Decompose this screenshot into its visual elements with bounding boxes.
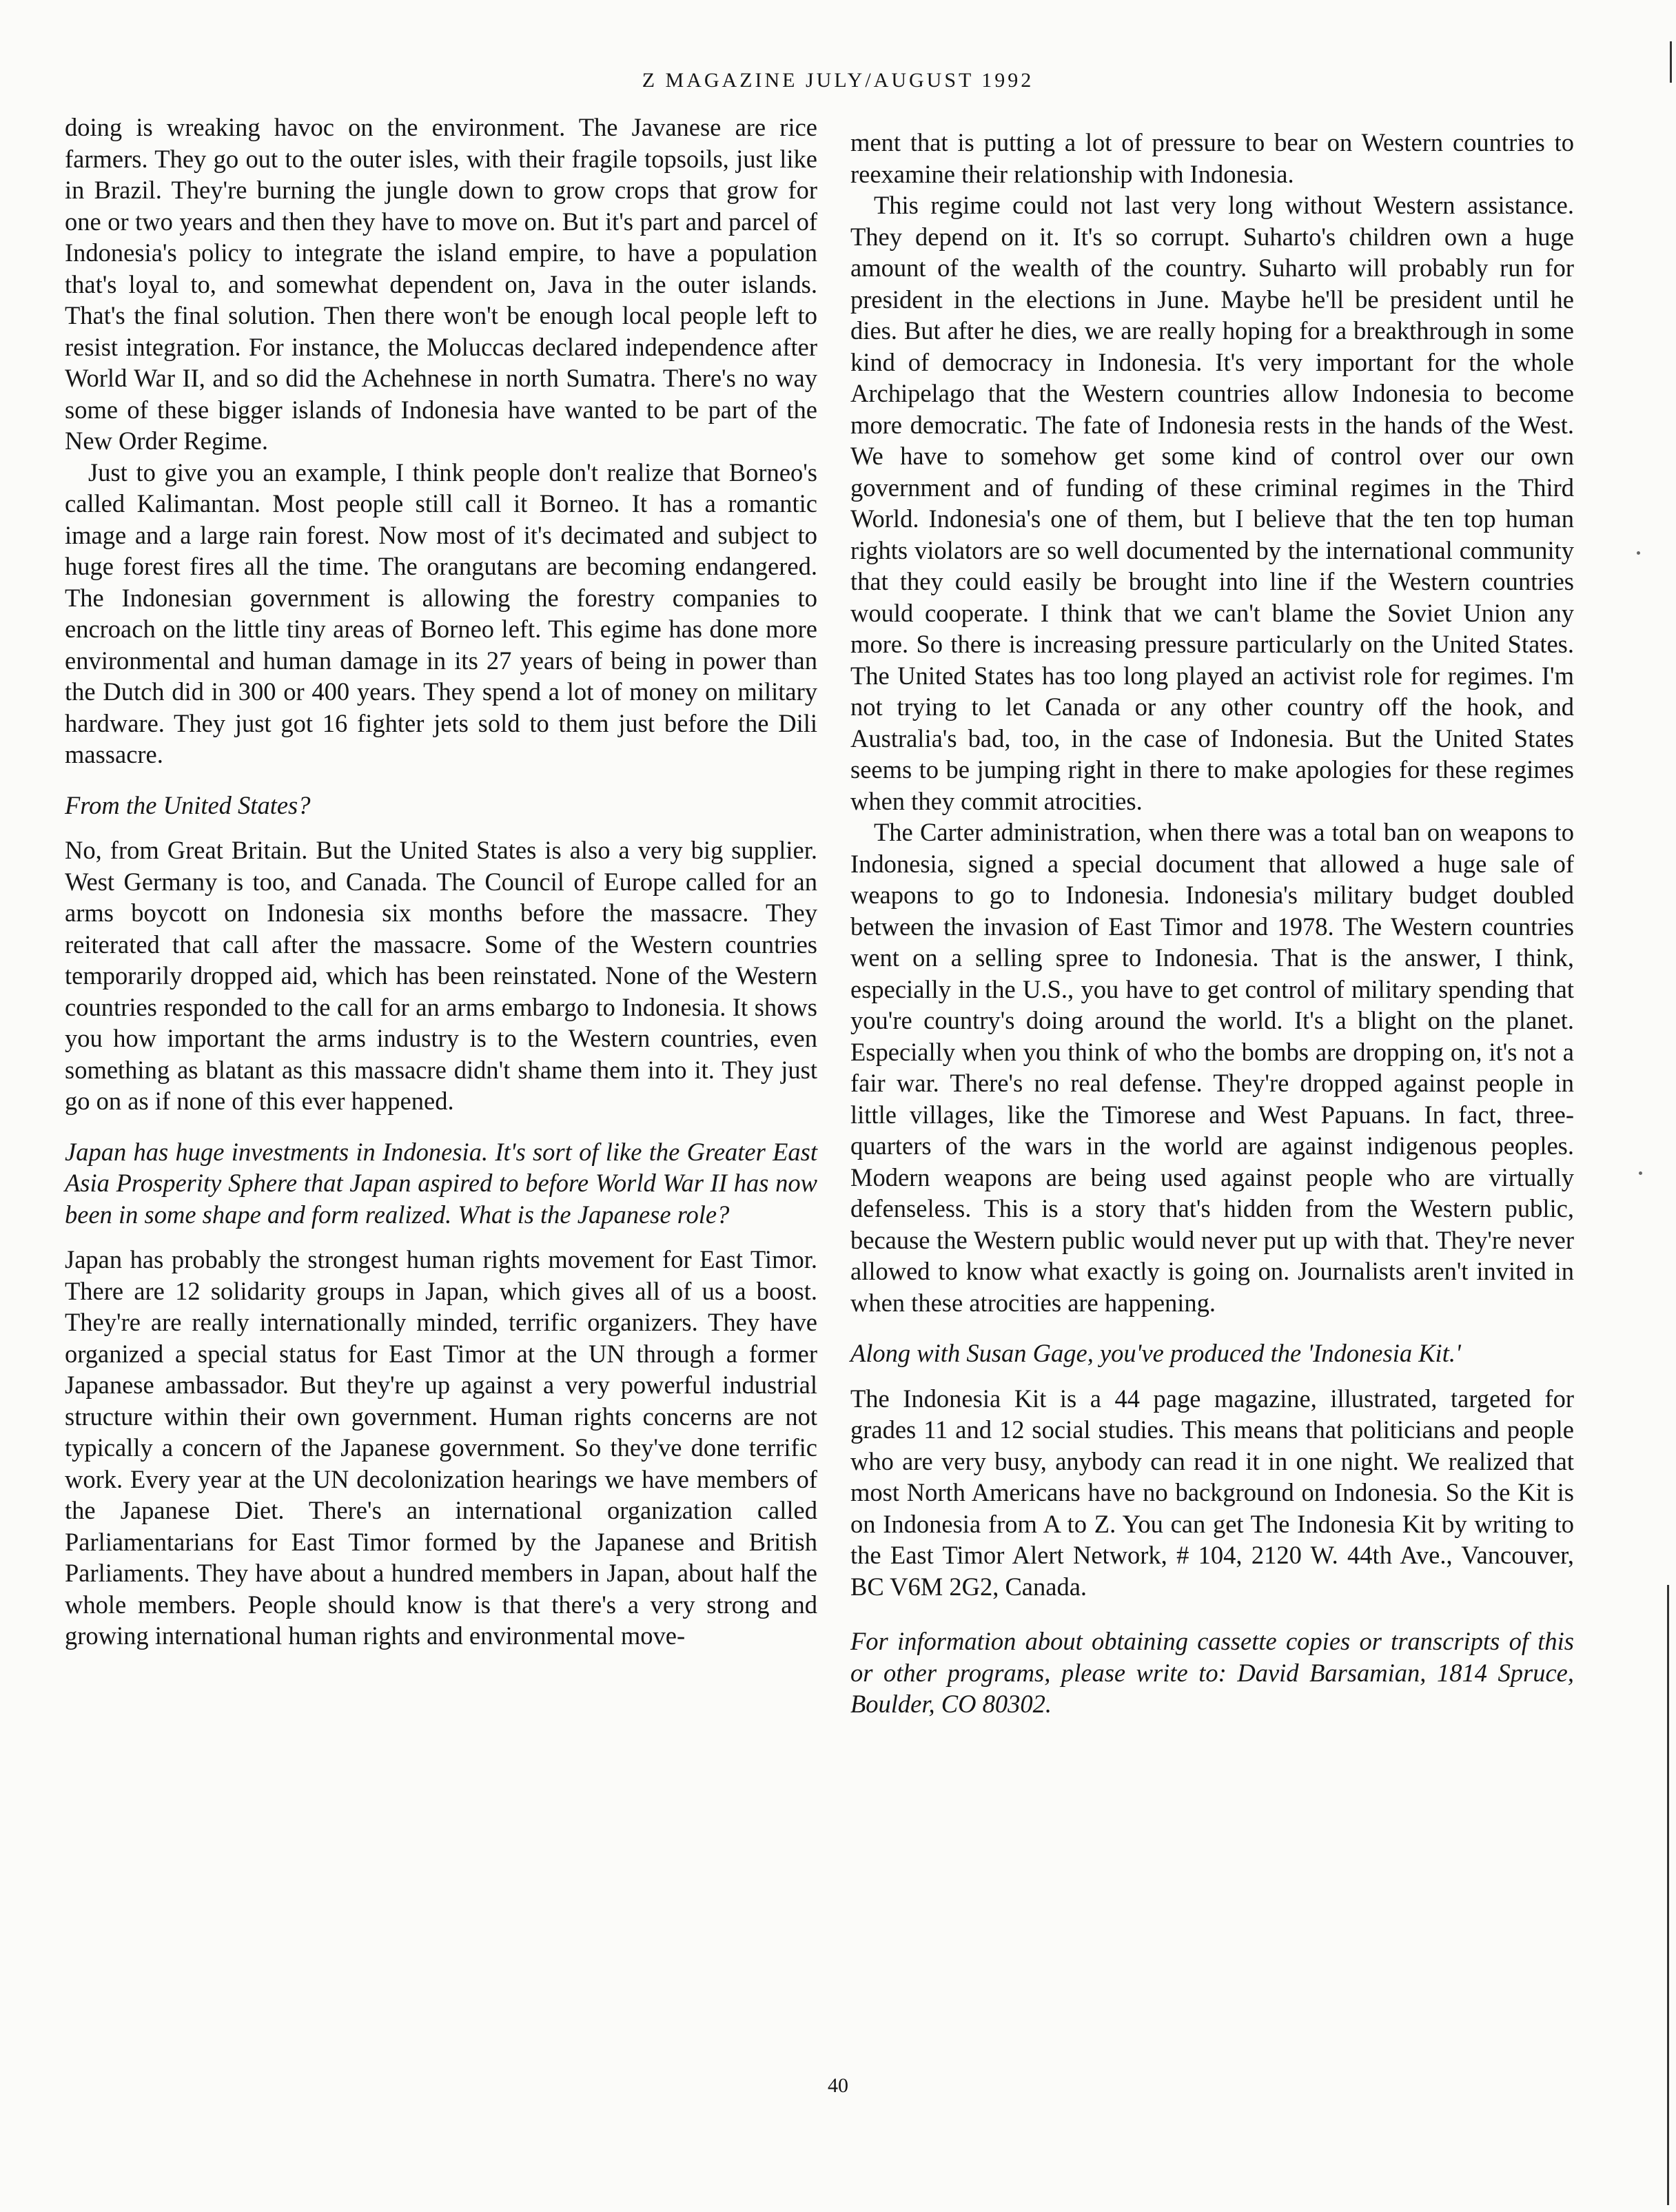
interview-question: From the United States? [65,790,311,819]
paragraph: The Carter administration, when there was a total ban on weapons to Indonesia, signed a special document that allowed a huge sale of weapons to go to Indonesia. Indonesia's military budget doubled between the invasion of East Timor and 1978. The Western countries went on a selling spree to Indonesia. That is the answer, I think, especially in the U.S., you have to get control of military spending that you're country's doing around the world. It's a blight on the planet. Especially when you think of who the bombs are dropping on, it's not a fair war. There's no real defense. They're dropped against people in little villages, like the Timorese and West Papuans. In fact, three-quarters of the wars in the world are against indigenous peoples. Modern weapons are being used against people who are virtually defenseless. This is a story that's hidden from the Western public, because the Western public would never put up with that. They're never allowed to know what exactly is going on. Journalists aren't invited in when these atrocities are happening. [850,818,1574,1317]
right-column [850,127,1574,1720]
scan-edge-mark [1670,41,1672,83]
running-header: Z MAGAZINE JULY/AUGUST 1992 [642,69,1034,92]
paragraph: The Indonesia Kit is a 44 page magazine, illustrated, targeted for grades 11 and 12 social studies. This means that politicians and people who are very busy, anybody can read it in one night. We realized that most North Americans have no background on Indonesia. So the Kit is on Indonesia from A to Z. You can get The Indonesia Kit by writing to the East Timor Alert Network, # 104, 2120 W. 44th Ave., Vancouver, BC V6M 2G2, Canada. [850,1384,1574,1601]
contact-note: For information about obtaining cassette copies or transcripts of this or other programs, please write to: David Barsamian, 1814 Spruce, Boulder, CO 80302. [850,1627,1574,1718]
scan-speck [1639,1171,1642,1175]
scan-speck [1637,551,1640,555]
paragraph: ment that is putting a lot of pressure to bear on Western countries to reexamine their relationship with Indonesia. [850,128,1574,188]
page-number: 40 [828,2074,848,2097]
interview-question: Japan has huge investments in Indonesia. It's sort of like the Greater East Asia Prosperity Sphere that Japan aspired to before World War II has now been in some shape and form realized. What is the Japanese role? [65,1137,817,1229]
left-column [65,112,817,1652]
interview-question: Along with Susan Gage, you've produced the 'Indonesia Kit.' [850,1339,1461,1367]
paragraph: No, from Great Britain. But the United States is also a very big supplier. West Germany is too, and Canada. The Council of Europe called for an arms boycott on Indonesia six months before the massacre. They reiterated that call after the massacre. Some of the Western countries temporarily dropped aid, which has been reinstated. None of the Western countries responded to the call for an arms embargo to Indonesia. It shows you how important the arms industry is to the Western countries, even something as blatant as this massacre didn't shame them into it. They just go on as if none of this ever happened. [65,836,817,1115]
paragraph: doing is wreaking havoc on the environment. The Javanese are rice farmers. They go out to the outer isles, with their fragile topsoils, just like in Brazil. They're burning the jungle down to grow crops that grow for one or two years and then they have to move on. But it's part and parcel of Indonesia's policy to integrate the island empire, to have a population that's loyal to, and somewhat dependent on, Java in the outer islands. That's the final solution. Then there won't be enough local people left to resist integration. For instance, the Moluccas declared independence after World War II, and so did the Achehnese in north Sumatra. There's no way some of these bigger islands of Indonesia have wanted to be part of the New Order Regime. [65,113,817,455]
paragraph: This regime could not last very long without Western assistance. They depend on it. It's so corrupt. Suharto's children own a huge amount of the wealth of the country. Suharto will probably run for president in the elections in June. Maybe he'll be president until he dies. But after he dies, we are really hoping for a breakthrough in some kind of democracy in Indonesia. It's very important for the whole Archipelago that the Western countries allow Indonesia to become more democratic. The fate of Indonesia rests in the hands of the West. We have to somehow get some kind of control over our own government and of funding of these criminal regimes in the Third World. Indonesia's one of them, but I believe that the ten top human rights violators are so well documented by the international community that they could easily be brought into line if the Western countries would cooperate. I think that we can't blame the Soviet Union any more. So there is increasing pressure particularly on the United States. The United States has too long played an activist role for regimes. I'm not trying to let Canada or any other country off the hook, and Australia's bad, too, in the case of Indonesia. But the United States seems to be jumping right in there to make apologies for these regimes when they commit atrocities. [850,191,1574,815]
paragraph: Just to give you an example, I think people don't realize that Borneo's called Kalimantan. Most people still call it Borneo. It has a romantic image and a large rain forest. Now most of it's decimated and subject to huge forest fires all the time. The orangutans are becoming endangered. The Indonesian government is allowing the forestry companies to encroach on the little tiny areas of Borneo left. This egime has done more environmental and human damage in its 27 years of being in power than the Dutch did in 300 or 400 years. They spend a lot of money on military hardware. They just got 16 fighter jets sold to them just before the Dili massacre. [65,458,817,768]
scan-edge-mark [1667,1585,1669,2205]
paragraph: Japan has probably the strongest human rights movement for East Timor. There are 12 solidarity groups in Japan, which gives all of us a boost. They're are really internationally minded, terrific organizers. They have organized a special status for East Timor at the UN through a former Japanese ambassador. But they're up against a very powerful industrial structure within their own government. Human rights concerns are not typically a concern of the Japanese government. So they've done terrific work. Every year at the UN decolonization hearings we have members of the Japanese Diet. There's an international organization called Parliamentarians for East Timor formed by the Japanese and British Parliaments. They have about a hundred members in Japan, about half the whole members. People should know is that there's a very strong and growing international human rights and environmental move- [65,1245,817,1650]
